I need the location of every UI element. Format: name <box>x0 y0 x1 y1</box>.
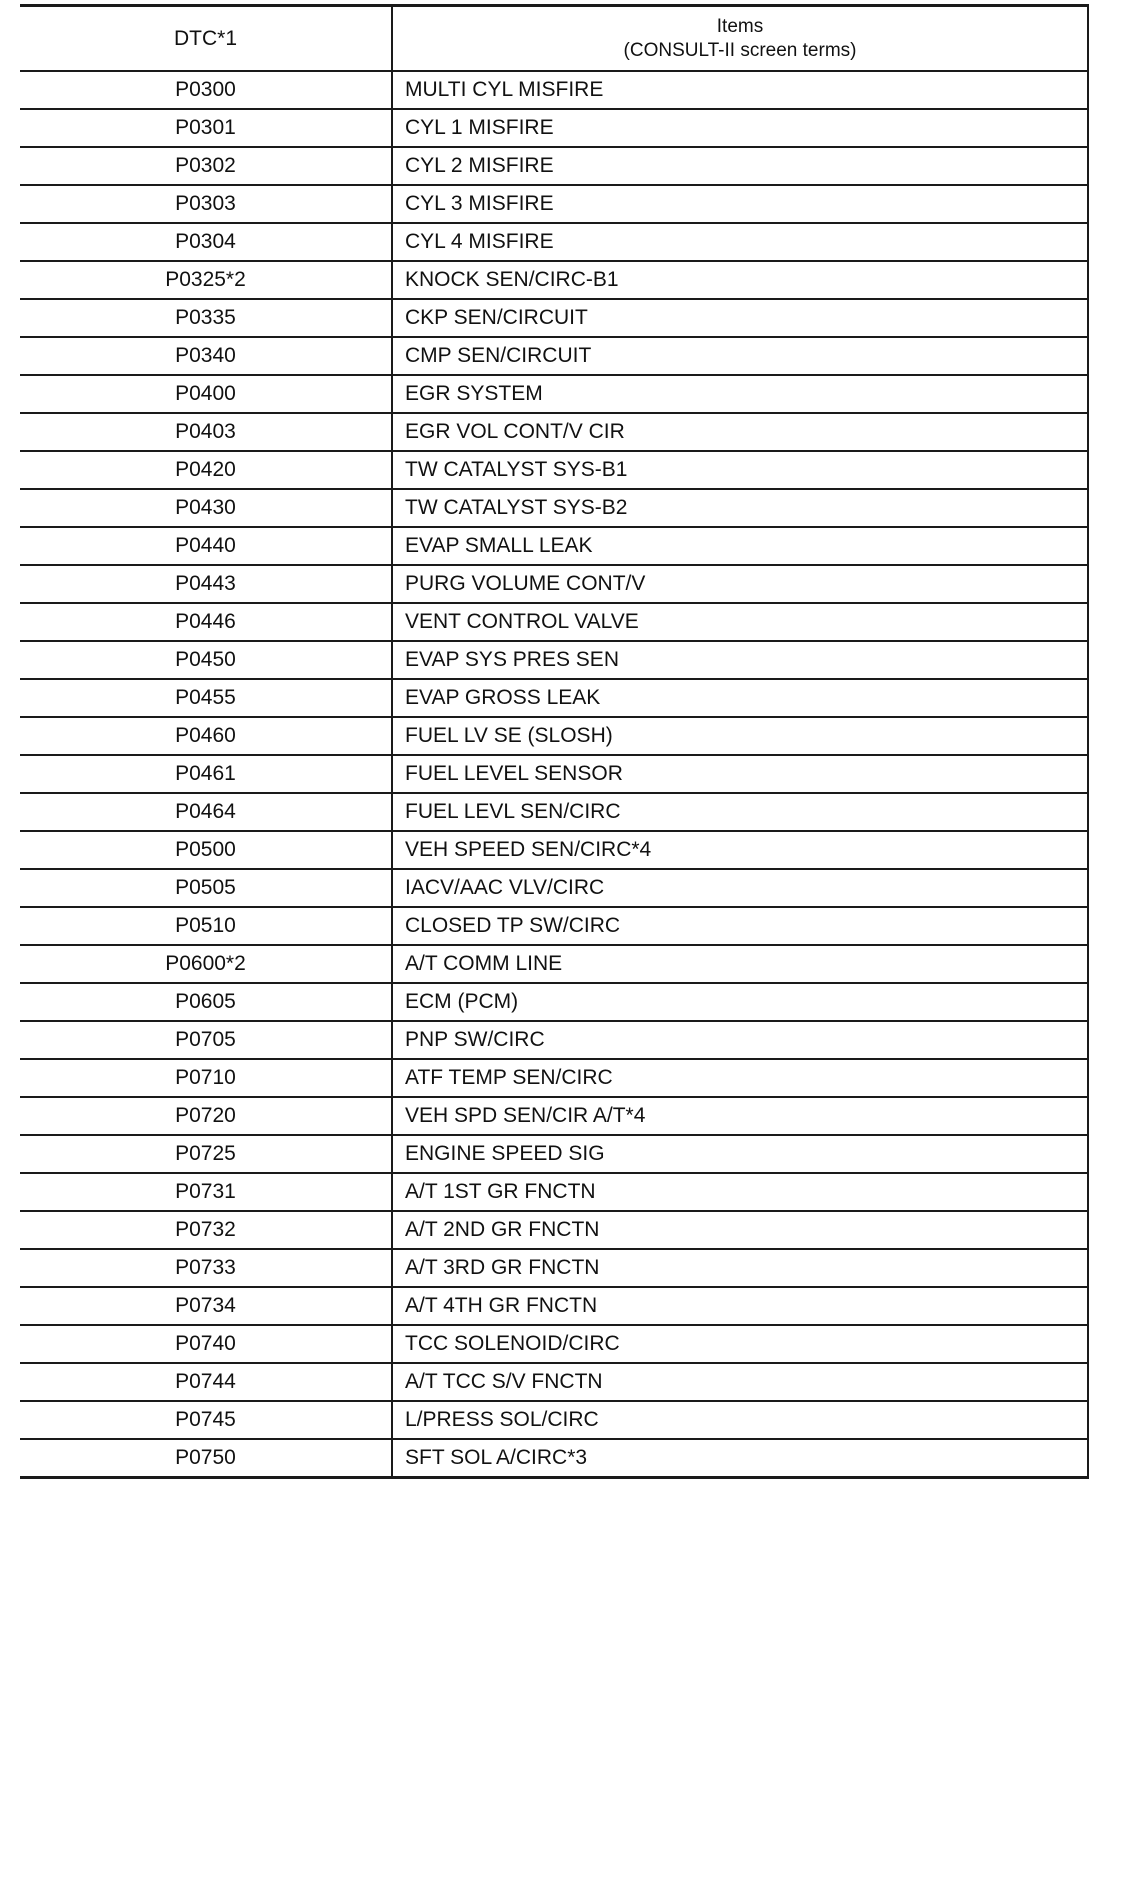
consult-item-cell: MULTI CYL MISFIRE <box>392 71 1088 109</box>
dtc-code-cell: P0725 <box>20 1135 392 1173</box>
table-row <box>20 1211 1088 1249</box>
consult-item-cell: EVAP GROSS LEAK <box>392 679 1088 717</box>
dtc-code-cell: P0303 <box>20 185 392 223</box>
table-row <box>20 1059 1088 1097</box>
table-row <box>20 1097 1088 1135</box>
consult-item-cell: CLOSED TP SW/CIRC <box>392 907 1088 945</box>
items-header-subtitle: (CONSULT-II screen terms) <box>623 39 857 61</box>
dtc-code-cell: P0455 <box>20 679 392 717</box>
table-row <box>20 1287 1088 1325</box>
dtc-code-cell: P0705 <box>20 1021 392 1059</box>
dtc-code-cell: P0740 <box>20 1325 392 1363</box>
table-row <box>20 147 1088 185</box>
consult-item-cell: ATF TEMP SEN/CIRC <box>392 1059 1088 1097</box>
dtc-code-cell: P0400 <box>20 375 392 413</box>
dtc-code-cell: P0460 <box>20 717 392 755</box>
dtc-code-cell: P0301 <box>20 109 392 147</box>
table-row <box>20 185 1088 223</box>
consult-item-cell: PURG VOLUME CONT/V <box>392 565 1088 603</box>
dtc-code-cell: P0403 <box>20 413 392 451</box>
consult-item-cell: A/T 2ND GR FNCTN <box>392 1211 1088 1249</box>
table-row <box>20 1439 1088 1478</box>
header-row <box>20 6 1088 72</box>
items-header-title: Items <box>716 15 764 37</box>
table-row <box>20 489 1088 527</box>
dtc-code-cell: P0446 <box>20 603 392 641</box>
dtc-code-cell: P0605 <box>20 983 392 1021</box>
dtc-code-cell: P0300 <box>20 71 392 109</box>
table-row <box>20 1173 1088 1211</box>
dtc-code-cell: P0440 <box>20 527 392 565</box>
consult-item-cell: FUEL LEVEL SENSOR <box>392 755 1088 793</box>
table-row <box>20 1135 1088 1173</box>
table-body <box>20 71 1088 1478</box>
dtc-code-cell: P0335 <box>20 299 392 337</box>
table-row <box>20 793 1088 831</box>
dtc-code-cell: P0450 <box>20 641 392 679</box>
dtc-code-cell: P0600*2 <box>20 945 392 983</box>
table-row <box>20 717 1088 755</box>
dtc-items-table <box>20 4 1089 1479</box>
consult-item-cell: VEH SPEED SEN/CIRC*4 <box>392 831 1088 869</box>
table-row <box>20 679 1088 717</box>
consult-item-cell: IACV/AAC VLV/CIRC <box>392 869 1088 907</box>
table-row <box>20 223 1088 261</box>
table-row <box>20 527 1088 565</box>
consult-item-cell: EVAP SMALL LEAK <box>392 527 1088 565</box>
consult-item-cell: VEH SPD SEN/CIR A/T*4 <box>392 1097 1088 1135</box>
table-row <box>20 1249 1088 1287</box>
dtc-code-cell: P0500 <box>20 831 392 869</box>
items-column-header <box>392 6 1088 72</box>
dtc-code-cell: P0464 <box>20 793 392 831</box>
consult-item-cell: TW CATALYST SYS-B1 <box>392 451 1088 489</box>
consult-item-cell: PNP SW/CIRC <box>392 1021 1088 1059</box>
consult-item-cell: L/PRESS SOL/CIRC <box>392 1401 1088 1439</box>
table-header <box>20 6 1088 72</box>
table-row <box>20 565 1088 603</box>
consult-item-cell: EGR SYSTEM <box>392 375 1088 413</box>
table-row <box>20 983 1088 1021</box>
dtc-code-cell: P0510 <box>20 907 392 945</box>
consult-item-cell: A/T 1ST GR FNCTN <box>392 1173 1088 1211</box>
consult-item-cell: VENT CONTROL VALVE <box>392 603 1088 641</box>
table-row <box>20 337 1088 375</box>
consult-item-cell: TW CATALYST SYS-B2 <box>392 489 1088 527</box>
table-row <box>20 755 1088 793</box>
dtc-code-cell: P0745 <box>20 1401 392 1439</box>
dtc-code-cell: P0302 <box>20 147 392 185</box>
table-row <box>20 375 1088 413</box>
dtc-code-cell: P0325*2 <box>20 261 392 299</box>
consult-item-cell: CYL 2 MISFIRE <box>392 147 1088 185</box>
table-row <box>20 907 1088 945</box>
table-row <box>20 1401 1088 1439</box>
table-row <box>20 451 1088 489</box>
dtc-code-cell: P0304 <box>20 223 392 261</box>
consult-item-cell: A/T 4TH GR FNCTN <box>392 1287 1088 1325</box>
dtc-code-cell: P0505 <box>20 869 392 907</box>
table-row <box>20 603 1088 641</box>
table-row <box>20 71 1088 109</box>
table-row <box>20 299 1088 337</box>
consult-item-cell: KNOCK SEN/CIRC-B1 <box>392 261 1088 299</box>
table-row <box>20 1021 1088 1059</box>
consult-item-cell: CKP SEN/CIRCUIT <box>392 299 1088 337</box>
table-row <box>20 1363 1088 1401</box>
dtc-code-cell: P0733 <box>20 1249 392 1287</box>
dtc-code-cell: P0420 <box>20 451 392 489</box>
dtc-code-cell: P0744 <box>20 1363 392 1401</box>
consult-item-cell: CYL 3 MISFIRE <box>392 185 1088 223</box>
consult-item-cell: EVAP SYS PRES SEN <box>392 641 1088 679</box>
dtc-code-cell: P0734 <box>20 1287 392 1325</box>
consult-item-cell: EGR VOL CONT/V CIR <box>392 413 1088 451</box>
table-row <box>20 831 1088 869</box>
consult-item-cell: SFT SOL A/CIRC*3 <box>392 1439 1088 1478</box>
dtc-code-cell: P0731 <box>20 1173 392 1211</box>
dtc-code-cell: P0750 <box>20 1439 392 1478</box>
dtc-code-cell: P0340 <box>20 337 392 375</box>
table-row <box>20 109 1088 147</box>
consult-item-cell: CYL 4 MISFIRE <box>392 223 1088 261</box>
dtc-code-cell: P0732 <box>20 1211 392 1249</box>
consult-item-cell: FUEL LEVL SEN/CIRC <box>392 793 1088 831</box>
dtc-code-cell: P0461 <box>20 755 392 793</box>
consult-item-cell: TCC SOLENOID/CIRC <box>392 1325 1088 1363</box>
consult-item-cell: A/T COMM LINE <box>392 945 1088 983</box>
consult-item-cell: ECM (PCM) <box>392 983 1088 1021</box>
dtc-column-header: DTC*1 <box>20 6 392 72</box>
table-row <box>20 413 1088 451</box>
table-row <box>20 1325 1088 1363</box>
consult-item-cell: A/T TCC S/V FNCTN <box>392 1363 1088 1401</box>
consult-item-cell: FUEL LV SE (SLOSH) <box>392 717 1088 755</box>
table-row <box>20 641 1088 679</box>
consult-item-cell: CYL 1 MISFIRE <box>392 109 1088 147</box>
table-row <box>20 869 1088 907</box>
table-row <box>20 945 1088 983</box>
dtc-code-cell: P0710 <box>20 1059 392 1097</box>
dtc-code-cell: P0443 <box>20 565 392 603</box>
table-row <box>20 261 1088 299</box>
consult-item-cell: ENGINE SPEED SIG <box>392 1135 1088 1173</box>
dtc-code-cell: P0430 <box>20 489 392 527</box>
consult-item-cell: CMP SEN/CIRCUIT <box>392 337 1088 375</box>
dtc-code-cell: P0720 <box>20 1097 392 1135</box>
consult-item-cell: A/T 3RD GR FNCTN <box>392 1249 1088 1287</box>
